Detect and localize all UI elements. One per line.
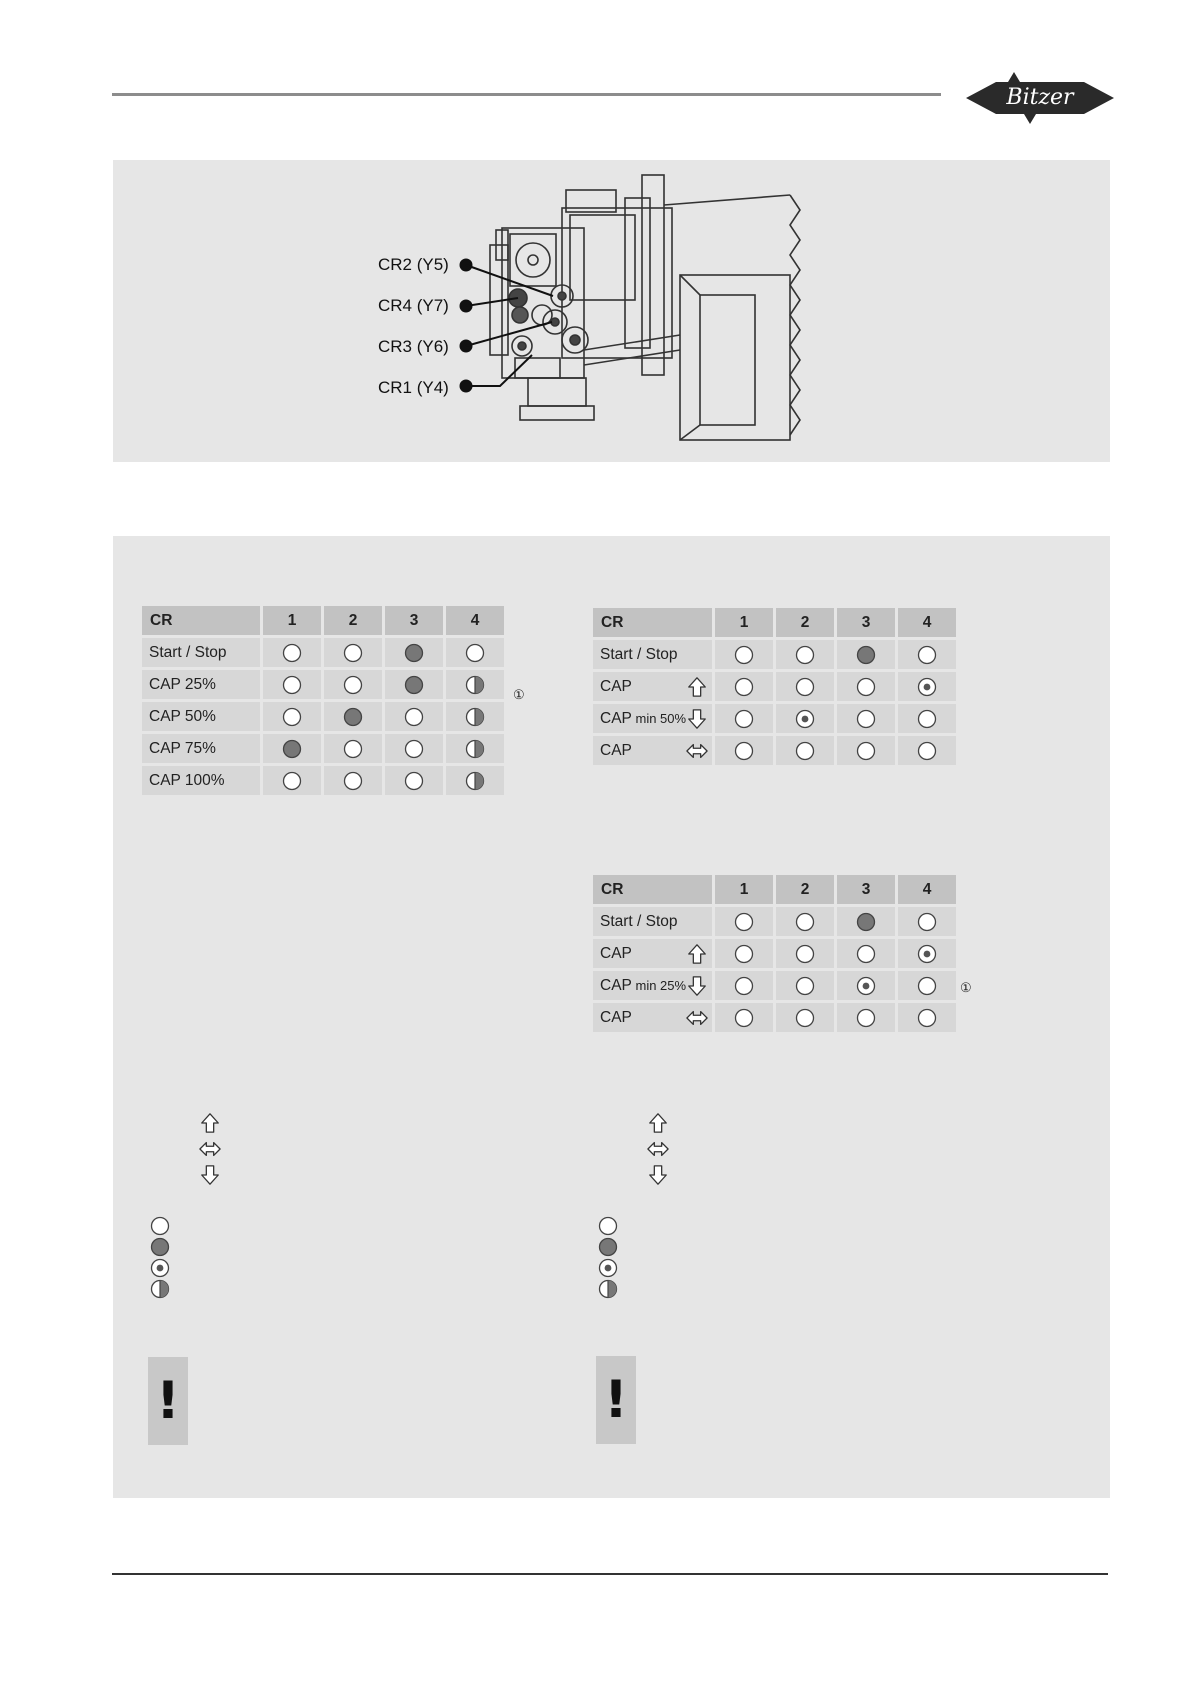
arrow-up-icon: [686, 676, 708, 698]
warning-box-left: [148, 1357, 188, 1445]
state-cell: [898, 971, 956, 1000]
state-open-icon: [465, 643, 485, 663]
state-filled-icon: [282, 739, 302, 759]
state-pulse-icon: [917, 677, 937, 697]
state-cell: [446, 638, 504, 667]
state-filled-icon: [404, 675, 424, 695]
state-cell: [776, 704, 834, 733]
table-row: [593, 1003, 956, 1032]
state-cell: [898, 939, 956, 968]
state-open-icon: [404, 771, 424, 791]
col-header-1: 1: [715, 608, 773, 637]
state-open-icon: [404, 739, 424, 759]
row-label: [593, 704, 712, 733]
state-cell: [263, 766, 321, 795]
row-label-text: Start / Stop: [149, 643, 227, 661]
state-cell: [837, 672, 895, 701]
state-filled-icon: [856, 645, 876, 665]
legend-arrow-item: [199, 1138, 221, 1160]
state-open-icon: [343, 643, 363, 663]
row-label-text: CAP 100%: [149, 771, 225, 789]
state-open-icon: [343, 771, 363, 791]
state-open-icon: [598, 1216, 618, 1236]
row-label-text: CAP: [600, 944, 632, 962]
row-label: [593, 971, 712, 1000]
state-cell: [837, 704, 895, 733]
state-open-icon: [917, 1008, 937, 1028]
capacity-table-infinite-25: [590, 872, 959, 1035]
state-cell: [385, 702, 443, 731]
row-label-text: CAP: [600, 709, 632, 727]
state-cell: [385, 766, 443, 795]
row-label-text: CAP: [600, 741, 632, 759]
state-pulse-icon: [598, 1258, 618, 1278]
footnote-marker: ①: [513, 687, 525, 702]
col-header-3: 3: [837, 608, 895, 637]
col-header-cr: CR: [593, 608, 712, 637]
state-cell: [776, 640, 834, 669]
state-cell: [715, 939, 773, 968]
state-cell: [837, 1003, 895, 1032]
svg-text:Bitzer: Bitzer: [1006, 85, 1074, 110]
row-label: [142, 670, 260, 699]
row-label: [142, 734, 260, 763]
state-pulse-icon: [917, 944, 937, 964]
legend-dot-item: [150, 1237, 170, 1257]
state-cell: [324, 702, 382, 731]
state-half-icon: [465, 707, 485, 727]
state-open-icon: [917, 741, 937, 761]
state-cell: [263, 734, 321, 763]
state-open-icon: [734, 1008, 754, 1028]
table-row: [593, 736, 956, 765]
col-header-2: 2: [776, 608, 834, 637]
label-cr3: CR3 (Y6): [378, 337, 449, 356]
row-label-text: Start / Stop: [600, 912, 678, 930]
row-label-text: CAP 75%: [149, 739, 216, 757]
state-filled-icon: [404, 643, 424, 663]
legend-arrow-item: [199, 1164, 221, 1186]
row-label: [593, 939, 712, 968]
legend-arrow-item: [647, 1138, 669, 1160]
col-header-1: 1: [715, 875, 773, 904]
state-filled-icon: [150, 1237, 170, 1257]
state-half-icon: [598, 1279, 618, 1299]
state-pulse-icon: [856, 976, 876, 996]
arrow-down-icon: [686, 975, 708, 997]
row-label-text: CAP: [600, 976, 632, 994]
state-cell: [898, 907, 956, 936]
state-cell: [837, 971, 895, 1000]
state-open-icon: [856, 1008, 876, 1028]
state-cell: [776, 939, 834, 968]
col-header-2: 2: [776, 875, 834, 904]
row-label-text: CAP: [600, 1008, 632, 1026]
state-open-icon: [856, 709, 876, 729]
table-row: [142, 734, 504, 763]
state-open-icon: [734, 944, 754, 964]
legend-dot-item: [150, 1279, 170, 1299]
label-cr1: CR1 (Y4): [378, 378, 449, 397]
state-cell: [898, 1003, 956, 1032]
arrow-up-icon: [199, 1112, 221, 1134]
state-open-icon: [282, 707, 302, 727]
state-cell: [898, 672, 956, 701]
state-cell: [263, 702, 321, 731]
row-label-text: CAP: [600, 677, 632, 695]
table-row: [593, 939, 956, 968]
state-cell: [263, 670, 321, 699]
state-cell: [263, 638, 321, 667]
state-cell: [898, 736, 956, 765]
legend-arrow-item: [647, 1164, 669, 1186]
state-cell: [385, 638, 443, 667]
legend-dot-item: [598, 1258, 618, 1278]
row-label: [142, 702, 260, 731]
col-header-2: 2: [324, 606, 382, 635]
state-open-icon: [795, 944, 815, 964]
state-open-icon: [150, 1216, 170, 1236]
arrow-up-icon: [647, 1112, 669, 1134]
state-open-icon: [917, 912, 937, 932]
row-label: [593, 1003, 712, 1032]
state-cell: [324, 638, 382, 667]
state-cell: [837, 907, 895, 936]
state-open-icon: [795, 976, 815, 996]
state-half-icon: [150, 1279, 170, 1299]
table-row: [142, 670, 504, 699]
state-open-icon: [282, 675, 302, 695]
row-label: [142, 766, 260, 795]
state-open-icon: [734, 709, 754, 729]
state-open-icon: [795, 912, 815, 932]
state-cell: [837, 939, 895, 968]
state-cell: [776, 971, 834, 1000]
state-half-icon: [465, 771, 485, 791]
state-cell: [898, 704, 956, 733]
state-pulse-icon: [795, 709, 815, 729]
legend-dot-item: [598, 1237, 618, 1257]
state-open-icon: [795, 677, 815, 697]
legend-dot-item: [598, 1216, 618, 1236]
state-open-icon: [734, 677, 754, 697]
table-row: [593, 907, 956, 936]
table-row: [593, 704, 956, 733]
capacity-table-stepped: [139, 603, 507, 798]
state-open-icon: [734, 976, 754, 996]
state-cell: [715, 907, 773, 936]
state-open-icon: [343, 675, 363, 695]
state-open-icon: [734, 645, 754, 665]
legend-dot-item: [598, 1279, 618, 1299]
arrow-both-icon: [686, 740, 708, 762]
arrow-down-icon: [199, 1164, 221, 1186]
row-label-text: Start / Stop: [600, 645, 678, 663]
state-half-icon: [465, 675, 485, 695]
footnote-marker: ①: [960, 980, 972, 995]
capacity-table-infinite-50: [590, 605, 959, 768]
warning-symbol: !: [604, 1370, 628, 1430]
col-header-4: 4: [446, 606, 504, 635]
row-sublabel: min 50%: [631, 710, 687, 726]
legend-dot-item: [150, 1216, 170, 1236]
col-header-3: 3: [385, 606, 443, 635]
state-cell: [324, 734, 382, 763]
state-cell: [446, 670, 504, 699]
state-cell: [715, 1003, 773, 1032]
row-label-text: CAP 50%: [149, 707, 216, 725]
table-row: [593, 971, 956, 1000]
state-cell: [715, 640, 773, 669]
state-cell: [324, 766, 382, 795]
state-open-icon: [856, 944, 876, 964]
row-label: [593, 640, 712, 669]
table-row: [593, 672, 956, 701]
table-row: [593, 640, 956, 669]
col-header-cr: CR: [142, 606, 260, 635]
arrow-both-icon: [647, 1138, 669, 1160]
header-rule: [112, 93, 941, 96]
legend-arrow-item: [647, 1112, 669, 1134]
label-cr2: CR2 (Y5): [378, 255, 449, 274]
state-open-icon: [856, 677, 876, 697]
warning-box-right: [596, 1356, 636, 1444]
table-row: [142, 638, 504, 667]
arrow-both-icon: [199, 1138, 221, 1160]
bitzer-logo: [966, 68, 1114, 128]
state-filled-icon: [856, 912, 876, 932]
state-cell: [446, 734, 504, 763]
row-label: [593, 907, 712, 936]
state-cell: [446, 702, 504, 731]
state-cell: [385, 670, 443, 699]
row-label: [142, 638, 260, 667]
state-cell: [837, 640, 895, 669]
state-open-icon: [856, 741, 876, 761]
state-cell: [715, 736, 773, 765]
state-cell: [776, 672, 834, 701]
row-label-text: CAP 25%: [149, 675, 216, 693]
state-open-icon: [734, 912, 754, 932]
table-row: [142, 766, 504, 795]
arrow-down-icon: [647, 1164, 669, 1186]
state-open-icon: [734, 741, 754, 761]
legend-arrow-item: [199, 1112, 221, 1134]
arrow-up-icon: [686, 943, 708, 965]
arrow-both-icon: [686, 1007, 708, 1029]
col-header-3: 3: [837, 875, 895, 904]
state-cell: [715, 971, 773, 1000]
state-cell: [776, 907, 834, 936]
warning-symbol: !: [156, 1371, 180, 1431]
state-cell: [776, 1003, 834, 1032]
state-open-icon: [795, 1008, 815, 1028]
state-open-icon: [282, 643, 302, 663]
row-sublabel: min 25%: [631, 977, 687, 993]
arrow-down-icon: [686, 708, 708, 730]
row-label: [593, 736, 712, 765]
row-label: [593, 672, 712, 701]
state-cell: [324, 670, 382, 699]
col-header-1: 1: [263, 606, 321, 635]
state-cell: [898, 640, 956, 669]
state-cell: [385, 734, 443, 763]
state-cell: [776, 736, 834, 765]
state-open-icon: [917, 709, 937, 729]
state-open-icon: [282, 771, 302, 791]
table-row: [142, 702, 504, 731]
footer-rule: [112, 1573, 1108, 1575]
state-cell: [715, 672, 773, 701]
col-header-4: 4: [898, 875, 956, 904]
col-header-4: 4: [898, 608, 956, 637]
state-filled-icon: [343, 707, 363, 727]
state-half-icon: [465, 739, 485, 759]
state-pulse-icon: [150, 1258, 170, 1278]
state-open-icon: [343, 739, 363, 759]
state-open-icon: [917, 645, 937, 665]
state-open-icon: [795, 741, 815, 761]
state-cell: [715, 704, 773, 733]
state-open-icon: [795, 645, 815, 665]
state-cell: [446, 766, 504, 795]
state-filled-icon: [598, 1237, 618, 1257]
state-open-icon: [917, 976, 937, 996]
label-cr4: CR4 (Y7): [378, 296, 449, 315]
state-cell: [837, 736, 895, 765]
col-header-cr: CR: [593, 875, 712, 904]
state-open-icon: [404, 707, 424, 727]
legend-dot-item: [150, 1258, 170, 1278]
